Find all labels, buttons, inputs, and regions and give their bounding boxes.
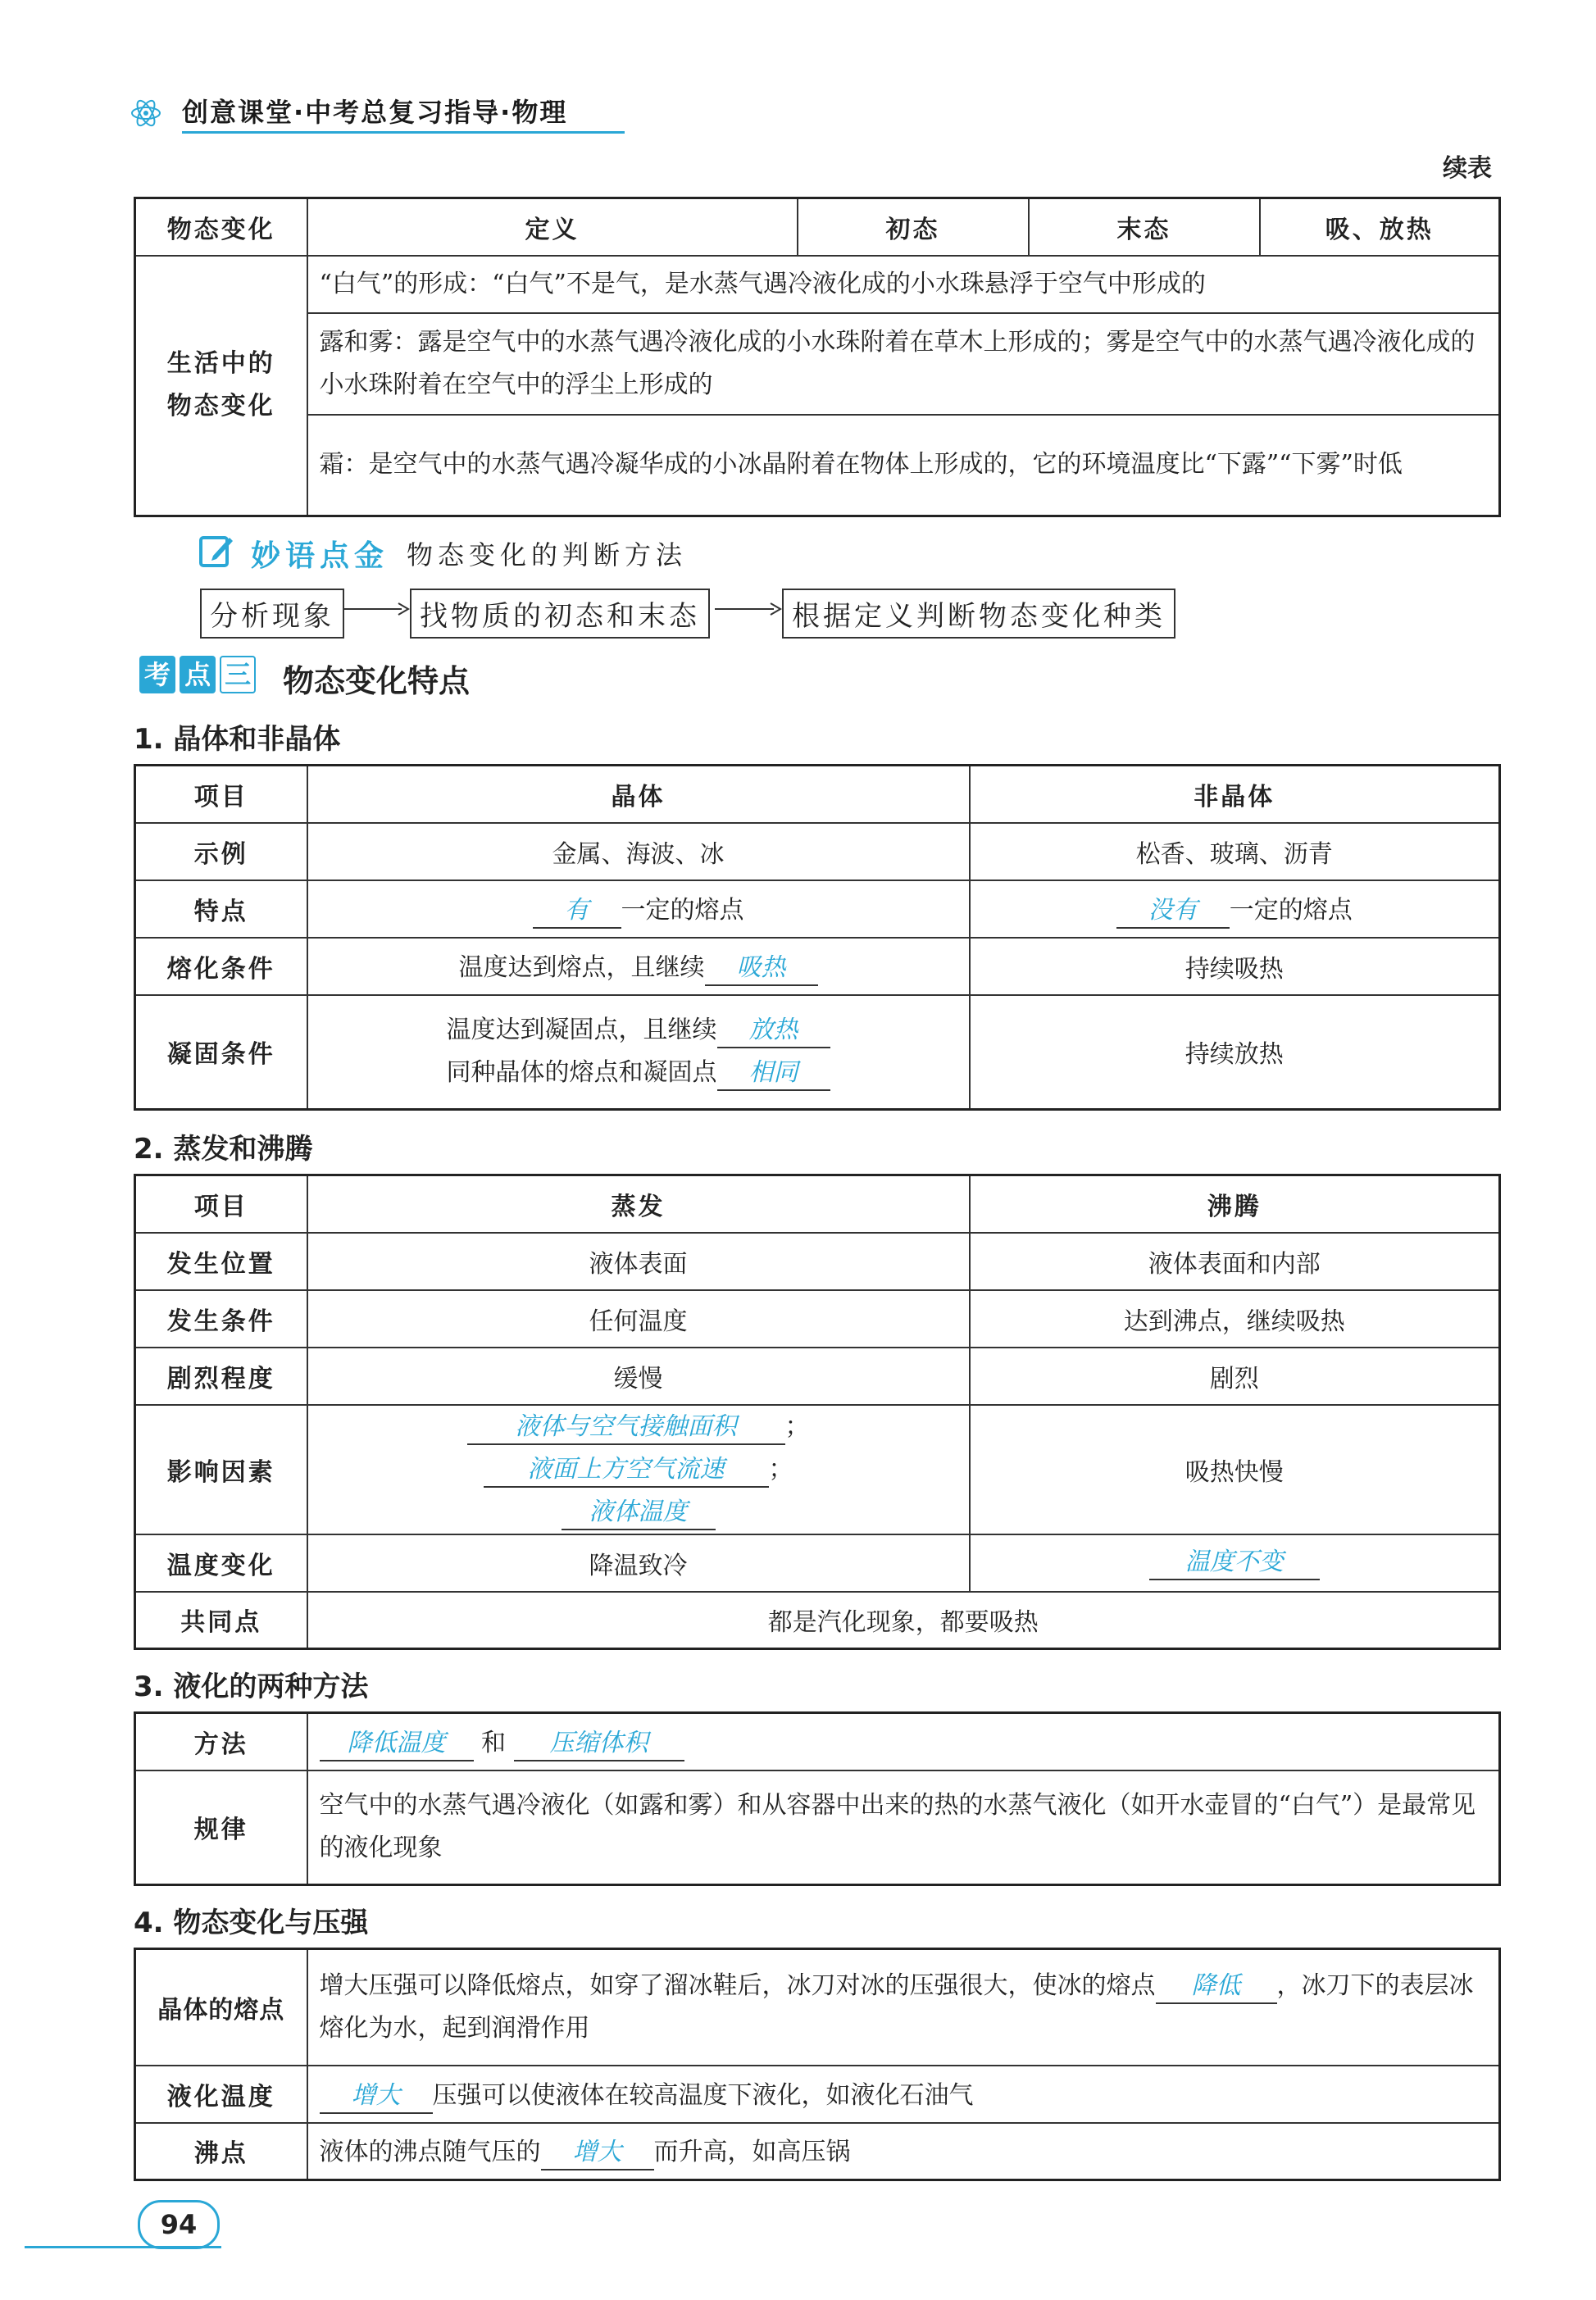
col-header-change: 物态变化 bbox=[135, 198, 307, 256]
dew-fog-row: 露和雾：露是空气中的水蒸气遇冷液化成的小水珠附着在草木上形成的；雾是空气中的水蒸气遇冷液化成的小水珠附着在空气中的浮尘上形成的 bbox=[307, 313, 1500, 415]
boil-condition: 达到沸点，继续吸热 bbox=[970, 1290, 1500, 1348]
pencil-icon bbox=[198, 533, 234, 569]
liquefaction-temp-text bbox=[307, 2066, 1500, 2123]
row-label-position: 发生位置 bbox=[135, 1233, 307, 1290]
common-text: 都是汽化现象，都要吸热 bbox=[307, 1592, 1500, 1649]
evap-header-evaporation: 蒸发 bbox=[307, 1175, 970, 1233]
method-answers bbox=[307, 1713, 1500, 1770]
pressure-table bbox=[134, 1948, 1501, 2181]
evap-intensity: 缓慢 bbox=[307, 1348, 970, 1405]
row-label-life: 生活中的物态变化 bbox=[135, 256, 307, 516]
page-number-badge bbox=[138, 2200, 220, 2249]
row-label-condition: 发生条件 bbox=[135, 1290, 307, 1348]
col-header-initial: 初态 bbox=[798, 198, 1029, 256]
sub2-title: 2. 蒸发和沸腾 bbox=[134, 1133, 313, 1166]
row-label-intensity: 剧烈程度 bbox=[135, 1348, 307, 1405]
answer-blank: 液体温度 bbox=[562, 1496, 716, 1530]
row-label-factors: 影响因素 bbox=[135, 1405, 307, 1534]
separator: ； bbox=[768, 1454, 793, 1484]
answer-blank: 没有 bbox=[1116, 894, 1230, 929]
tip-step-1: 分析现象 bbox=[200, 589, 344, 639]
factor-line-2 bbox=[320, 1448, 957, 1491]
tip-step-3: 根据定义判断物态变化种类 bbox=[782, 589, 1175, 639]
col-header-definition: 定义 bbox=[307, 198, 798, 256]
liquefaction-post: 压强可以使液体在较高温度下液化，如液化石油气 bbox=[432, 2080, 974, 2110]
row-label-method: 方法 bbox=[135, 1713, 307, 1770]
answer-blank: 相同 bbox=[717, 1057, 830, 1091]
arrow-right-icon bbox=[343, 600, 410, 621]
evap-condition: 任何温度 bbox=[307, 1290, 970, 1348]
crystal-melt bbox=[307, 938, 970, 995]
boil-position: 液体表面和内部 bbox=[970, 1233, 1500, 1290]
header-title: 创意课堂·中考总复习指导·物理 bbox=[182, 97, 568, 128]
continued-label: 续表 bbox=[1443, 154, 1492, 183]
row-label-common: 共同点 bbox=[135, 1592, 307, 1649]
badge-san: 三 bbox=[220, 656, 256, 693]
row-label-liquefaction-temp: 液化温度 bbox=[135, 2066, 307, 2123]
feature-suffix: 一定的熔点 bbox=[1229, 895, 1353, 925]
section-title: 物态变化特点 bbox=[283, 663, 471, 699]
evap-position: 液体表面 bbox=[307, 1233, 970, 1290]
boil-intensity: 剧烈 bbox=[970, 1348, 1500, 1405]
atom-logo-icon bbox=[130, 97, 162, 130]
sub1-title: 1. 晶体和非晶体 bbox=[134, 723, 341, 756]
row-label-boiling-point: 沸点 bbox=[135, 2123, 307, 2180]
answer-blank: 增大 bbox=[541, 2136, 654, 2170]
answer-blank: 增大 bbox=[320, 2080, 433, 2114]
feature-suffix: 一定的熔点 bbox=[621, 895, 744, 925]
row-label-melt: 熔化条件 bbox=[135, 938, 307, 995]
footer-line bbox=[25, 2246, 221, 2248]
crystal-table bbox=[134, 764, 1501, 1111]
row-label-solidify: 凝固条件 bbox=[135, 995, 307, 1110]
col-header-final: 末态 bbox=[1029, 198, 1260, 256]
row-label-melting-point: 晶体的熔点 bbox=[135, 1949, 307, 2066]
rule-text: 空气中的水蒸气遇冷液化（如露和雾）和从容器中出来的热的水蒸气液化（如开水壶冒的“白气”）是最常见的液化现象 bbox=[307, 1770, 1500, 1885]
row-label-feature: 特点 bbox=[135, 880, 307, 938]
melting-pre: 增大压强可以降低熔点，如穿了溜冰鞋后，冰刀对冰的压强很大，使冰的熔点 bbox=[319, 1970, 1156, 2000]
factor-line-1 bbox=[320, 1406, 957, 1448]
arrow-right-icon bbox=[715, 600, 782, 621]
solidify-text-2: 同种晶体的熔点和凝固点 bbox=[446, 1058, 717, 1088]
boiling-point-text bbox=[307, 2123, 1500, 2180]
solidify-text-1: 温度达到凝固点，且继续 bbox=[446, 1016, 717, 1045]
answer-blank: 液面上方空气流速 bbox=[484, 1453, 769, 1488]
boiling-post: 而升高，如高压锅 bbox=[653, 2138, 851, 2167]
sub4-title: 4. 物态变化与压强 bbox=[134, 1907, 369, 1939]
amorphous-feature bbox=[970, 880, 1500, 938]
answer-blank: 温度不变 bbox=[1149, 1546, 1320, 1580]
separator: ； bbox=[784, 1411, 810, 1441]
crystal-feature bbox=[307, 880, 970, 938]
crystal-header-amorphous: 非晶体 bbox=[970, 766, 1500, 823]
answer-blank: 吸热 bbox=[705, 952, 818, 986]
evap-factors bbox=[307, 1405, 970, 1534]
row-label-example: 示例 bbox=[135, 823, 307, 880]
answer-blank: 降低 bbox=[1156, 1970, 1277, 2004]
sub3-title: 3. 液化的两种方法 bbox=[134, 1670, 369, 1703]
page-number: 94 bbox=[160, 2209, 198, 2240]
amorphous-melt: 持续吸热 bbox=[970, 938, 1500, 995]
answer-blank: 降低温度 bbox=[320, 1727, 474, 1761]
tip-subtitle: 物态变化的判断方法 bbox=[407, 539, 688, 570]
boil-temp bbox=[970, 1534, 1500, 1592]
answer-blank: 放热 bbox=[717, 1014, 830, 1048]
liquefaction-table bbox=[134, 1711, 1501, 1886]
amorphous-solidify: 持续放热 bbox=[970, 995, 1500, 1110]
evap-header-item: 项目 bbox=[135, 1175, 307, 1233]
boil-factors: 吸热快慢 bbox=[970, 1405, 1500, 1534]
answer-blank: 有 bbox=[533, 894, 621, 929]
evap-temp: 降温致冷 bbox=[307, 1534, 970, 1592]
melt-text: 温度达到熔点，且继续 bbox=[458, 952, 705, 982]
crystal-header-item: 项目 bbox=[135, 766, 307, 823]
answer-blank: 液体与空气接触面积 bbox=[467, 1411, 785, 1445]
section-badge bbox=[139, 656, 256, 693]
melting-post: ，冰刀下的表层冰熔化为水，起到润滑作用 bbox=[319, 1970, 1474, 2043]
crystal-example: 金属、海波、冰 bbox=[307, 823, 970, 880]
badge-dian: 点 bbox=[180, 656, 216, 693]
evaporation-table bbox=[134, 1174, 1501, 1650]
evap-header-boiling: 沸腾 bbox=[970, 1175, 1500, 1233]
row-label-rule: 规律 bbox=[135, 1770, 307, 1885]
header-underline bbox=[182, 131, 625, 134]
crystal-header-crystal: 晶体 bbox=[307, 766, 970, 823]
badge-kao: 考 bbox=[139, 656, 175, 693]
amorphous-example: 松香、玻璃、沥青 bbox=[970, 823, 1500, 880]
tip-step-2: 找物质的初态和末态 bbox=[410, 589, 710, 639]
and-text: 和 bbox=[481, 1728, 507, 1757]
answer-blank: 压缩体积 bbox=[514, 1727, 684, 1761]
state-change-table bbox=[134, 197, 1501, 517]
factor-line-3 bbox=[320, 1491, 957, 1534]
col-header-heat: 吸、放热 bbox=[1260, 198, 1500, 256]
frost-row: 霜：是空气中的水蒸气遇冷凝华成的小冰晶附着在物体上形成的，它的环境温度比“下露”“下雾”时低 bbox=[307, 415, 1500, 516]
tip-title: 妙语点金 bbox=[251, 539, 389, 573]
melting-point-text bbox=[307, 1949, 1500, 2066]
row-label-temp: 温度变化 bbox=[135, 1534, 307, 1592]
boiling-pre: 液体的沸点随气压的 bbox=[319, 2138, 541, 2167]
white-gas-row: “白气”的形成：“白气”不是气，是水蒸气遇冷液化成的小水珠悬浮于空气中形成的 bbox=[307, 256, 1500, 313]
solidify-line-1 bbox=[320, 1009, 957, 1052]
solidify-line-2 bbox=[320, 1052, 957, 1094]
crystal-solidify bbox=[307, 995, 970, 1110]
